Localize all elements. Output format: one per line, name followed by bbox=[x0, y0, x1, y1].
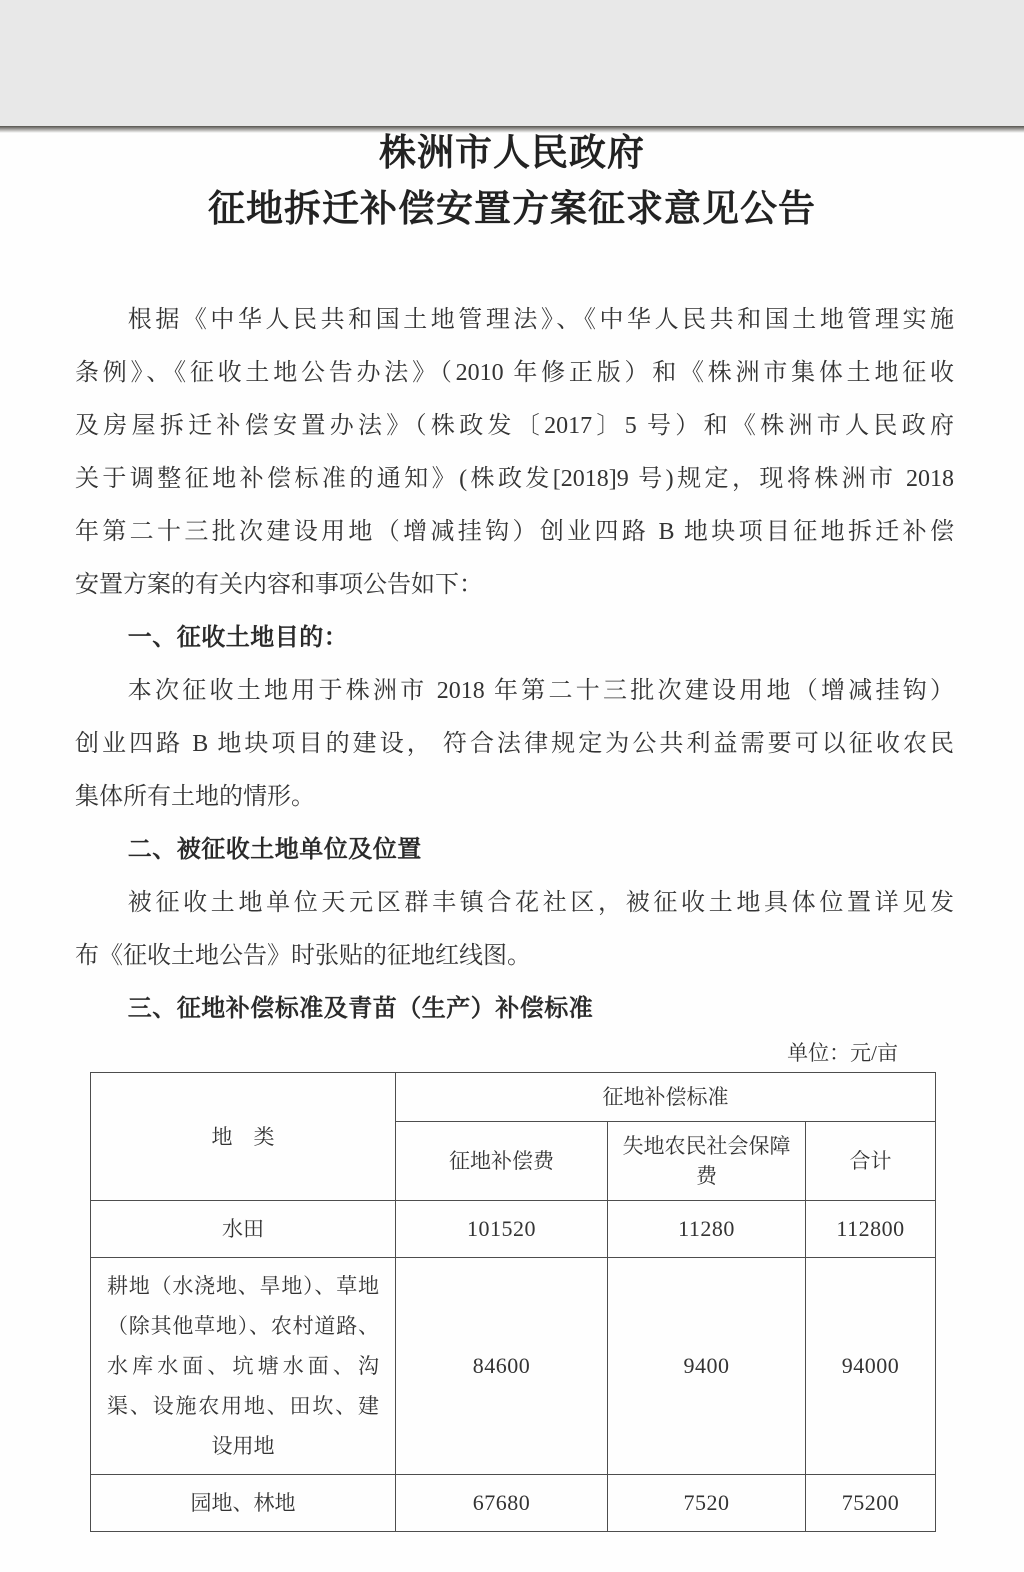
value-cell: 75200 bbox=[806, 1475, 936, 1532]
value-cell: 7520 bbox=[608, 1475, 806, 1532]
land-category-cell: 园地、林地 bbox=[91, 1475, 396, 1532]
value-cell: 84600 bbox=[396, 1258, 608, 1475]
value-cell: 11280 bbox=[608, 1201, 806, 1258]
column-header-compensation: 征地补偿费 bbox=[396, 1122, 608, 1201]
section-heading: 三、征地补偿标准及青苗（生产）补偿标准 bbox=[127, 996, 594, 1022]
column-header-social-security: 失地农民社会保障费 bbox=[608, 1122, 806, 1201]
document-body bbox=[75, 294, 954, 1036]
body-line: 安置方案的有关内容和事项公告如下： bbox=[75, 572, 483, 598]
body-line: 关于调整征地补偿标准的通知》(株政发[2018]9 号)规定，现将株洲市 2018 bbox=[75, 466, 954, 492]
body-line: 条例》、《征收土地公告办法》（2010 年修正版）和《株洲市集体土地征收 bbox=[75, 360, 954, 386]
compensation-table bbox=[90, 1072, 936, 1532]
section-heading: 二、被征收土地单位及位置 bbox=[127, 837, 422, 863]
table-header-row-1 bbox=[91, 1073, 936, 1122]
standards-group-header: 征地补偿标准 bbox=[396, 1073, 936, 1122]
table-body bbox=[91, 1201, 936, 1532]
title-line-1: 株洲市人民政府 bbox=[379, 133, 645, 174]
section-heading: 一、征收土地目的： bbox=[127, 625, 349, 651]
unit-note: 单位：元/亩 bbox=[787, 1041, 898, 1065]
body-line: 被征收土地单位天元区群丰镇合花社区，被征收土地具体位置详见发 bbox=[127, 890, 954, 916]
land-type-header: 地 类 bbox=[91, 1073, 396, 1201]
scan-edge-artifact bbox=[0, 126, 1024, 133]
body-line: 年第二十三批次建设用地（增减挂钩）创业四路 B 地块项目征地拆迁补偿 bbox=[75, 519, 954, 545]
body-line: 创业四路 B 地块项目的建设， 符合法律规定为公共利益需要可以征收农民 bbox=[75, 731, 954, 757]
table-row bbox=[91, 1475, 936, 1532]
body-line: 集体所有土地的情形。 bbox=[75, 784, 315, 810]
value-cell: 67680 bbox=[396, 1475, 608, 1532]
column-header-total: 合计 bbox=[806, 1122, 936, 1201]
title-line-2: 征地拆迁补偿安置方案征求意见公告 bbox=[208, 189, 816, 230]
document-page bbox=[0, 126, 1024, 1572]
document-content bbox=[75, 294, 954, 1532]
body-line: 根据《中华人民共和国土地管理法》、《中华人民共和国土地管理实施 bbox=[127, 307, 954, 333]
value-cell: 112800 bbox=[806, 1201, 936, 1258]
value-cell: 9400 bbox=[608, 1258, 806, 1475]
table-row bbox=[91, 1201, 936, 1258]
value-cell: 101520 bbox=[396, 1201, 608, 1258]
land-category-cell: 耕地（水浇地、旱地）、草地（除其他草地）、农村道路、水库水面、坑塘水面、沟渠、设施农用地、田坎、建设用地 bbox=[91, 1258, 396, 1475]
value-cell: 94000 bbox=[806, 1258, 936, 1475]
table-row bbox=[91, 1258, 936, 1475]
body-line: 本次征收土地用于株洲市 2018 年第二十三批次建设用地（增减挂钩） bbox=[127, 678, 954, 704]
document-title bbox=[0, 126, 1024, 238]
land-category-cell: 水田 bbox=[91, 1201, 396, 1258]
body-line: 布《征收土地公告》时张贴的征地红线图。 bbox=[75, 943, 531, 969]
body-line: 及房屋拆迁补偿安置办法》（株政发〔2017〕5 号）和《株洲市人民政府 bbox=[75, 413, 954, 439]
